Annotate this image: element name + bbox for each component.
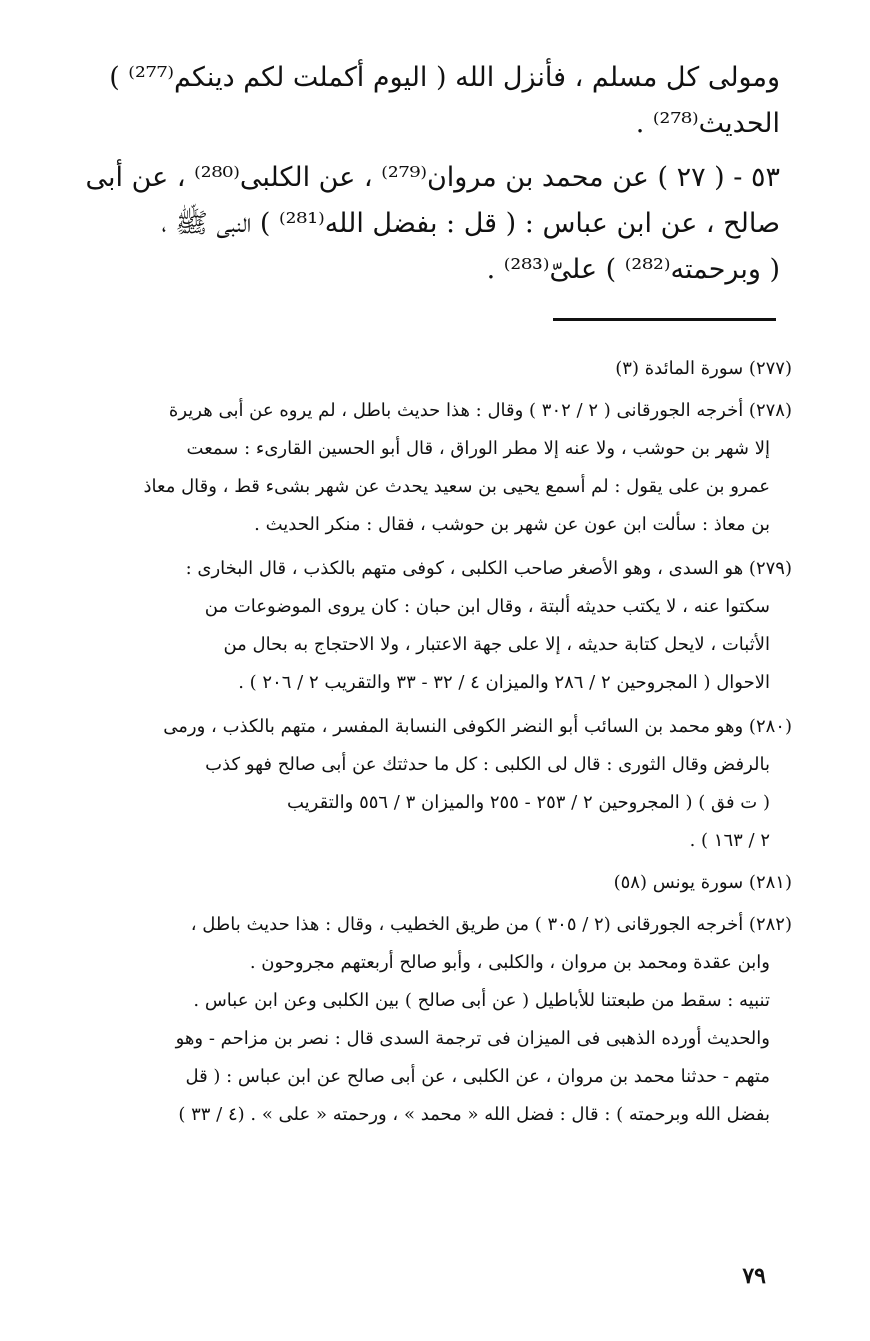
- footnote-278: [80, 392, 792, 544]
- footnote-line: (٢٧٨) أخرجه الجورقانى ( ٢ / ٣٠٢ ) وقال : هذا حديث باطل ، لم يروه عن أبى هريرة: [168, 400, 792, 421]
- footnote-line: إلا شهر بن حوشب ، ولا عنه إلا مطر الوراق ، قال أبو الحسين القارىء : سمعت: [186, 438, 770, 459]
- footnote-277: [80, 352, 792, 386]
- footnote-line: (٢٨٢) أخرجه الجورقانى (٢ / ٣٠٥ ) من طريق الخطيب ، وقال : هذا حديث باطل ،: [190, 914, 792, 935]
- footnote-line: ٢ / ١٦٣ ) .: [689, 830, 770, 851]
- footnote-line: متهم - حدثنا محمد بن مروان ، عن الكلبى ، عن أبى صالح عن ابن عباس : ( قل: [185, 1066, 770, 1087]
- footnote-line: سكتوا عنه ، لا يكتب حديثه ألبتة ، وقال ابن حبان : كان يروى الموضوعات من: [204, 596, 770, 617]
- main-line: صالح ، عن ابن عباس : ( قل : بفضل الله⁽²⁸¹⁾ ) النبى ﷺ ،: [161, 208, 780, 239]
- footnote-line: (٢٧٩) هو السدى ، وهو الأصغر صاحب الكلبى ، كوفى متهم بالكذب ، قال البخارى :: [185, 558, 792, 579]
- main-line: ( وبرحمته⁽²⁸²⁾ ) علىّ⁽²⁸³⁾ .: [486, 254, 780, 285]
- main-text-top: [88, 55, 780, 147]
- footnotes: [80, 352, 792, 1140]
- footnote-280: [80, 708, 792, 860]
- footnote-line: (٢٧٧) سورة المائدة (٣): [615, 358, 792, 379]
- footnote-282: [80, 906, 792, 1134]
- hadith-53: [85, 155, 780, 293]
- footnote-281: [80, 866, 792, 900]
- main-line: الحديث⁽²⁷⁸⁾ .: [635, 108, 780, 139]
- footnote-line: عمرو بن على يقول : لم أسمع يحيى بن سعيد يحدث عن شهر بشىء قط ، وقال معاذ: [143, 476, 770, 497]
- footnote-line: وابن عقدة ومحمد بن مروان ، والكلبى ، وأبو صالح أربعتهم مجروحون .: [249, 952, 770, 973]
- main-line: ومولى كل مسلم ، فأنزل الله ( اليوم أكملت لكم دينكم⁽²⁷⁷⁾ ): [109, 62, 780, 93]
- main-line: ٥٣ - ( ٢٧ ) عن محمد بن مروان⁽²⁷⁹⁾ ، عن الكلبى⁽²⁸⁰⁾ ، عن أبى: [85, 162, 780, 193]
- page-number: ٧٩: [742, 1263, 766, 1289]
- footnote-line: بالرفض وقال الثورى : قال لى الكلبى : كل ما حدثتك عن أبى صالح فهو كذب: [205, 754, 770, 775]
- footnote-line: (٢٨١) سورة يونس (٥٨): [613, 872, 792, 893]
- footnote-279: [80, 550, 792, 702]
- footnote-line: (٢٨٠) وهو محمد بن السائب أبو النضر الكوفى النسابة المفسر ، متهم بالكذب ، ورمى: [163, 716, 792, 737]
- footnote-line: تنبيه : سقط من طبعتنا للأباطيل ( عن أبى صالح ) بين الكلبى وعن ابن عباس .: [193, 990, 770, 1011]
- footnote-line: الأثبات ، لايحل كتابة حديثه ، إلا على جهة الاعتبار ، ولا الاحتجاج به بحال من: [223, 634, 770, 655]
- footnote-divider: [553, 318, 776, 321]
- footnote-line: ( ت فق ) ( المجروحين ٢ / ٢٥٣ - ٢٥٥ والميزان ٣ / ٥٥٦ والتقريب: [287, 792, 770, 813]
- footnote-line: الاحوال ( المجروحين ٢ / ٢٨٦ والميزان ٤ / ٣٢ - ٣٣ والتقريب ٢ / ٢٠٦ ) .: [238, 672, 770, 693]
- footnote-line: والحديث أورده الذهبى فى الميزان فى ترجمة السدى قال : نصر بن مزاحم - وهو: [175, 1028, 770, 1049]
- footnote-line: بفضل الله وبرحمته ) : قال : فضل الله « محمد » ، ورحمته « على » . (٤ / ٣٣ ): [178, 1104, 770, 1125]
- footnote-line: بن معاذ : سألت ابن عون عن شهر بن حوشب ، فقال : منكر الحديث .: [254, 514, 770, 535]
